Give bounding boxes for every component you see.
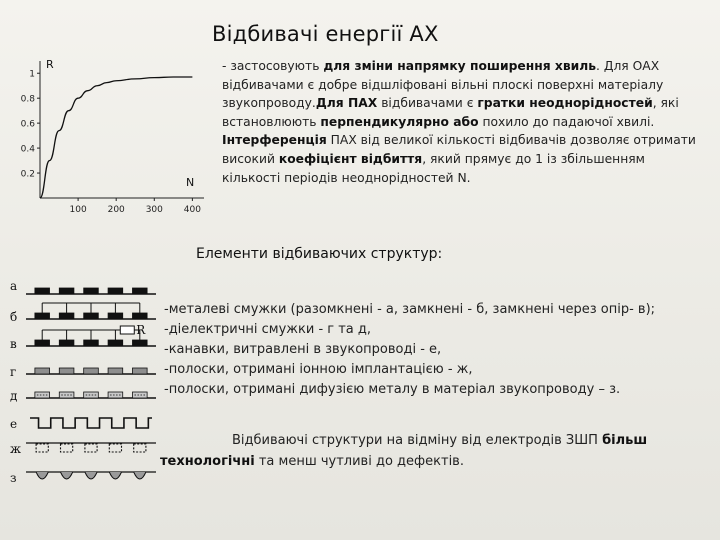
surface-stripe (59, 313, 74, 319)
diffused-stripe (109, 472, 121, 479)
y-tick-label: 0.8 (20, 94, 35, 105)
structure-label: в (10, 337, 17, 351)
implanted-stripe (134, 444, 146, 452)
resistor-label: R (136, 323, 146, 337)
y-tick-label: 0.4 (20, 144, 35, 155)
y-tick-label: 0.2 (20, 169, 35, 180)
structure-label: ж (10, 442, 22, 456)
diffused-stripe (134, 472, 146, 479)
surface-stripe (59, 288, 74, 294)
implanted-stripe (36, 444, 48, 452)
surface-stripe (84, 313, 99, 319)
description-run: , які встановлюють (222, 96, 679, 129)
surface-stripe (35, 288, 50, 294)
structure-label: з (10, 471, 17, 485)
surface-stripe (108, 288, 123, 294)
reflector-description (222, 57, 700, 187)
implanted-stripe (109, 444, 121, 452)
surface-stripe (132, 313, 147, 319)
x-tick-label: 300 (145, 205, 163, 215)
resistor (120, 326, 134, 334)
description-bold-run: для зміни напрямку поширення хвиль (323, 59, 597, 73)
conclusion-text: Відбиваючі структури на відміну від електродів ЗШП (232, 433, 603, 448)
chart-ticks (21, 70, 202, 215)
surface-stripe (108, 340, 123, 346)
structure-label: б (10, 310, 18, 324)
structure-type-item: -канавки, витравлені в звукопроводі - е, (164, 342, 442, 357)
conclusion-paragraph (160, 430, 700, 472)
chart-axes (40, 58, 204, 198)
structure-type-item: -полоски, отримані дифузією металу в матеріал звукопроводу – з. (164, 382, 621, 397)
x-tick-label: 400 (183, 205, 201, 215)
structure-types-list (164, 300, 712, 400)
description-bold-run: Для ПАХ (315, 96, 378, 111)
structure-label: е (10, 417, 18, 431)
description-bold-run: коефіцієнт відбиття (278, 151, 423, 166)
surface-stripe (108, 313, 123, 319)
description-run: ПАХ від великої кількості відбивачів дозволяє отримати високий (222, 133, 696, 166)
description-bold-run: гратки неоднорідностей (477, 96, 653, 111)
description-bold-run: Інтерференція (222, 133, 327, 148)
diffused-stripe (85, 472, 97, 479)
structure-rows (10, 279, 156, 485)
description-run: похило до падаючої хвилі. (478, 114, 655, 129)
y-tick-label: 0.6 (20, 119, 35, 130)
y-axis-label: R (46, 58, 54, 71)
x-tick-label: 200 (107, 205, 125, 215)
x-tick-label: 100 (69, 205, 87, 215)
series-line (40, 77, 195, 198)
surface-stripe (59, 340, 74, 346)
conclusion-bold: більш технологічні (160, 433, 648, 469)
structure-type-item: -діелектричні смужки - г та д, (164, 322, 372, 337)
description-run: відбивачами є (377, 96, 478, 111)
implanted-stripe (61, 444, 73, 452)
y-tick-label: 1 (29, 69, 35, 80)
chart-series (40, 77, 195, 198)
page-title: Відбивачі енергії АХ (212, 22, 439, 46)
surface-stripe (35, 368, 50, 374)
reflector-structures-figure (0, 272, 162, 497)
surface-stripe (132, 368, 147, 374)
surface-stripe (59, 368, 74, 374)
surface-stripe (84, 368, 99, 374)
surface-stripe (84, 340, 99, 346)
structure-type-item: -металеві смужки (разомкнені - а, замкнені - б, замкнені через опір- в); (164, 302, 656, 317)
diffused-stripe (36, 472, 48, 479)
reflection-chart (0, 55, 210, 220)
surface-stripe (108, 368, 123, 374)
surface-stripe (132, 340, 147, 346)
structure-label: а (10, 279, 18, 293)
description-run: - застосовують (222, 59, 324, 73)
structure-label: г (10, 365, 17, 379)
description-run: , який прямує до 1 із збільшенням кількості періодів неоднорідностей N. (222, 151, 645, 185)
surface-stripe (35, 313, 50, 319)
description-run: . Для ОАХ відбивачами є добре відшліфовані вільні плоскі поверхні матеріалу звукопроводу. (222, 59, 664, 111)
groove-profile (30, 418, 152, 428)
conclusion-text-end: та менш чутливі до дефектів. (254, 454, 464, 469)
surface-stripe (84, 288, 99, 294)
implanted-stripe (85, 444, 97, 452)
elements-heading: Елементи відбиваючих структур: (196, 246, 443, 262)
x-axis-label: N (186, 176, 195, 189)
surface-stripe (35, 340, 50, 346)
structure-label: д (10, 389, 18, 403)
diffused-stripe (61, 472, 73, 479)
description-bold-run: перпендикулярно або (320, 114, 479, 129)
structure-type-item: -полоски, отримані іонною імплантацією - ж, (164, 362, 473, 377)
surface-stripe (132, 288, 147, 294)
